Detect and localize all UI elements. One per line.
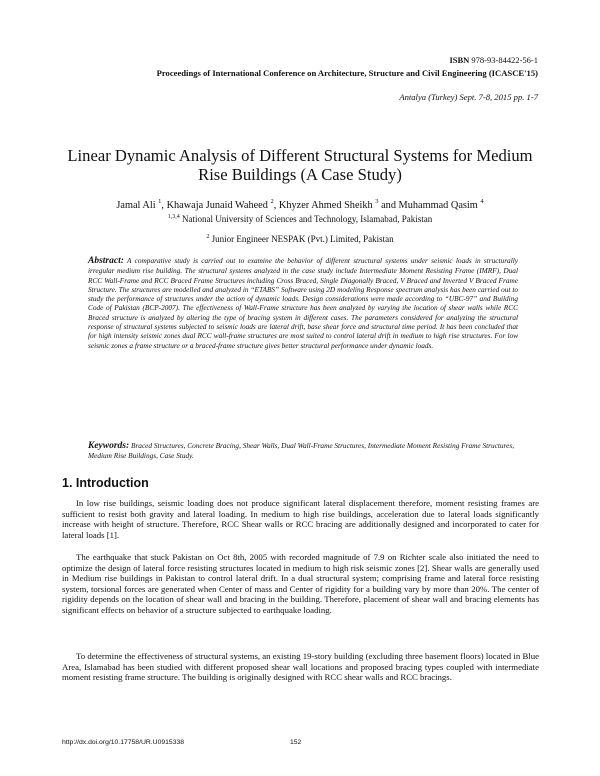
section-heading: 1. Introduction [62,476,149,490]
affiliation-superscript: 2 [206,234,210,240]
affiliation-2 [60,234,540,244]
author-superscript: 3 [375,198,379,205]
author-list [60,195,540,212]
author-separator: and [378,200,399,211]
affiliation-1 [60,211,540,225]
isbn-value: 978-93-84422-56-1 [471,55,538,65]
author-name: Muhammad Qasim [398,200,478,211]
keywords [88,441,518,461]
body-paragraph: To determine the effectiveness of structural systems, an existing 19-story building (excluding three basement floors) located in Blue Area, Islamabad has been studied with different proposed shear wall locations and proposed bracing types coupled with intermediate moment resisting frame structure. The building is originally designed with RCC shear walls and RCC bracings. [62,651,539,683]
author-name: Khyzer Ahmed Sheikh [278,200,373,211]
affiliation-text: National University of Sciences and Technology, Islamabad, Pakistan [181,214,433,224]
page-number: 152 [290,739,302,746]
author-superscript: 2 [270,198,274,205]
abstract-label: Abstract: [88,256,124,266]
isbn-line [449,55,538,65]
author-superscript: 4 [480,198,484,205]
author-name: Jamal Ali [116,200,156,211]
abstract [88,256,518,350]
affiliation-superscript: 1,3,4 [167,214,180,220]
author-superscript: 1 [158,198,162,205]
body-paragraph: In low rise buildings, seismic loading does not produce significant lateral displacement therefore, moment resisting frames are sufficient to resist both gravity and lateral loading. In medium to high rise buildings, acceleration due to lateral loads significantly increase with height of structure. Therefore, RCC Shear walls or RCC bracing are additionally designed and incorporated to cater for lateral loads [1]. [62,498,539,540]
body-paragraph: The earthquake that stuck Pakistan on Oct 8th, 2005 with recorded magnitude of 7.9 on Richter scale also initiated the need to optimize the design of lateral force resisting structures located in medium to high risk seismic zones [2]. Shear walls are generally used in Medium rise buildings in Pakistan to control lateral drift. In a dual structural system; comprising frame and lateral force resisting system, torsional forces are generated when Center of mass and Center of rigidity for a building vary by more than 20%. The center of rigidity depends on the location of shear wall and bracing in the building. Therefore, placement of shear wall and bracing elements has significant effects on behavior of a structure subjected to earthquake loading. [62,552,539,615]
author-separator: , [161,200,167,211]
abstract-text: A comparative study is carried out to examine the behavior of different structural systems under seismic loads in structurally irregular medium rise building. The structural systems analyzed in the case study include Intermediate Moment Resisting Frame (IMRF), Dual RCC Wall-Frame and RCC Braced Frame Structures including Cross Braced, Single Diagonally Braced, V Braced and Inverted V Braced Frame Structure. The structures are modelled and analyzed in “ETABS” Software using 2D modeling Response spectrum analysis has been carried out to study the performance of structures under the action of dynamic loads. Design considerations were made according to “UBC-97” and Building Code of Pakistan (BCP-2007). The effectiveness of Wall-Frame structure has been analyzed by varying the location of shear walls while RCC Braced structure is analyzed by altering the type of bracing system in different cases. The parameters considered for analyzing the structural response of structural systems subjected to seismic loads are lateral drift, base shear force and structural time period. It has been concluded that for high intensity seismic zones dual RCC wall-frame structures are most suited to control lateral drift in medium to high rise structures. For low seismic zones a frame structure or a braced-frame structure gives better structural performance under dynamic loads. [88,256,518,350]
proceedings-title: Proceedings of International Conference on Architecture, Structure and Civil Engineering (ICASCE'15) [156,68,538,78]
author-name: Khawaja Junaid Waheed [166,200,268,211]
keywords-text: Braced Structures, Concrete Bracing, Shear Walls, Dual Wall-Frame Structures, Intermediate Moment Resisting Frame Structures, Medium Rise Buildings, Case Study. [88,441,515,461]
isbn-label: ISBN [449,55,470,65]
conference-venue: Antalya (Turkey) Sept. 7-8, 2015 pp. 1-7 [399,92,538,102]
doi-link[interactable]: http://dx.doi.org/10.17758/UR.U0915338 [62,739,185,746]
author-separator: , [273,200,279,211]
affiliation-text: Junior Engineer NESPAK (Pvt.) Limited, Pakistan [211,234,394,244]
keywords-label: Keywords: [88,441,130,451]
paper-title: Linear Dynamic Analysis of Different Structural Systems for Medium Rise Buildings (A Case Study) [67,146,533,184]
